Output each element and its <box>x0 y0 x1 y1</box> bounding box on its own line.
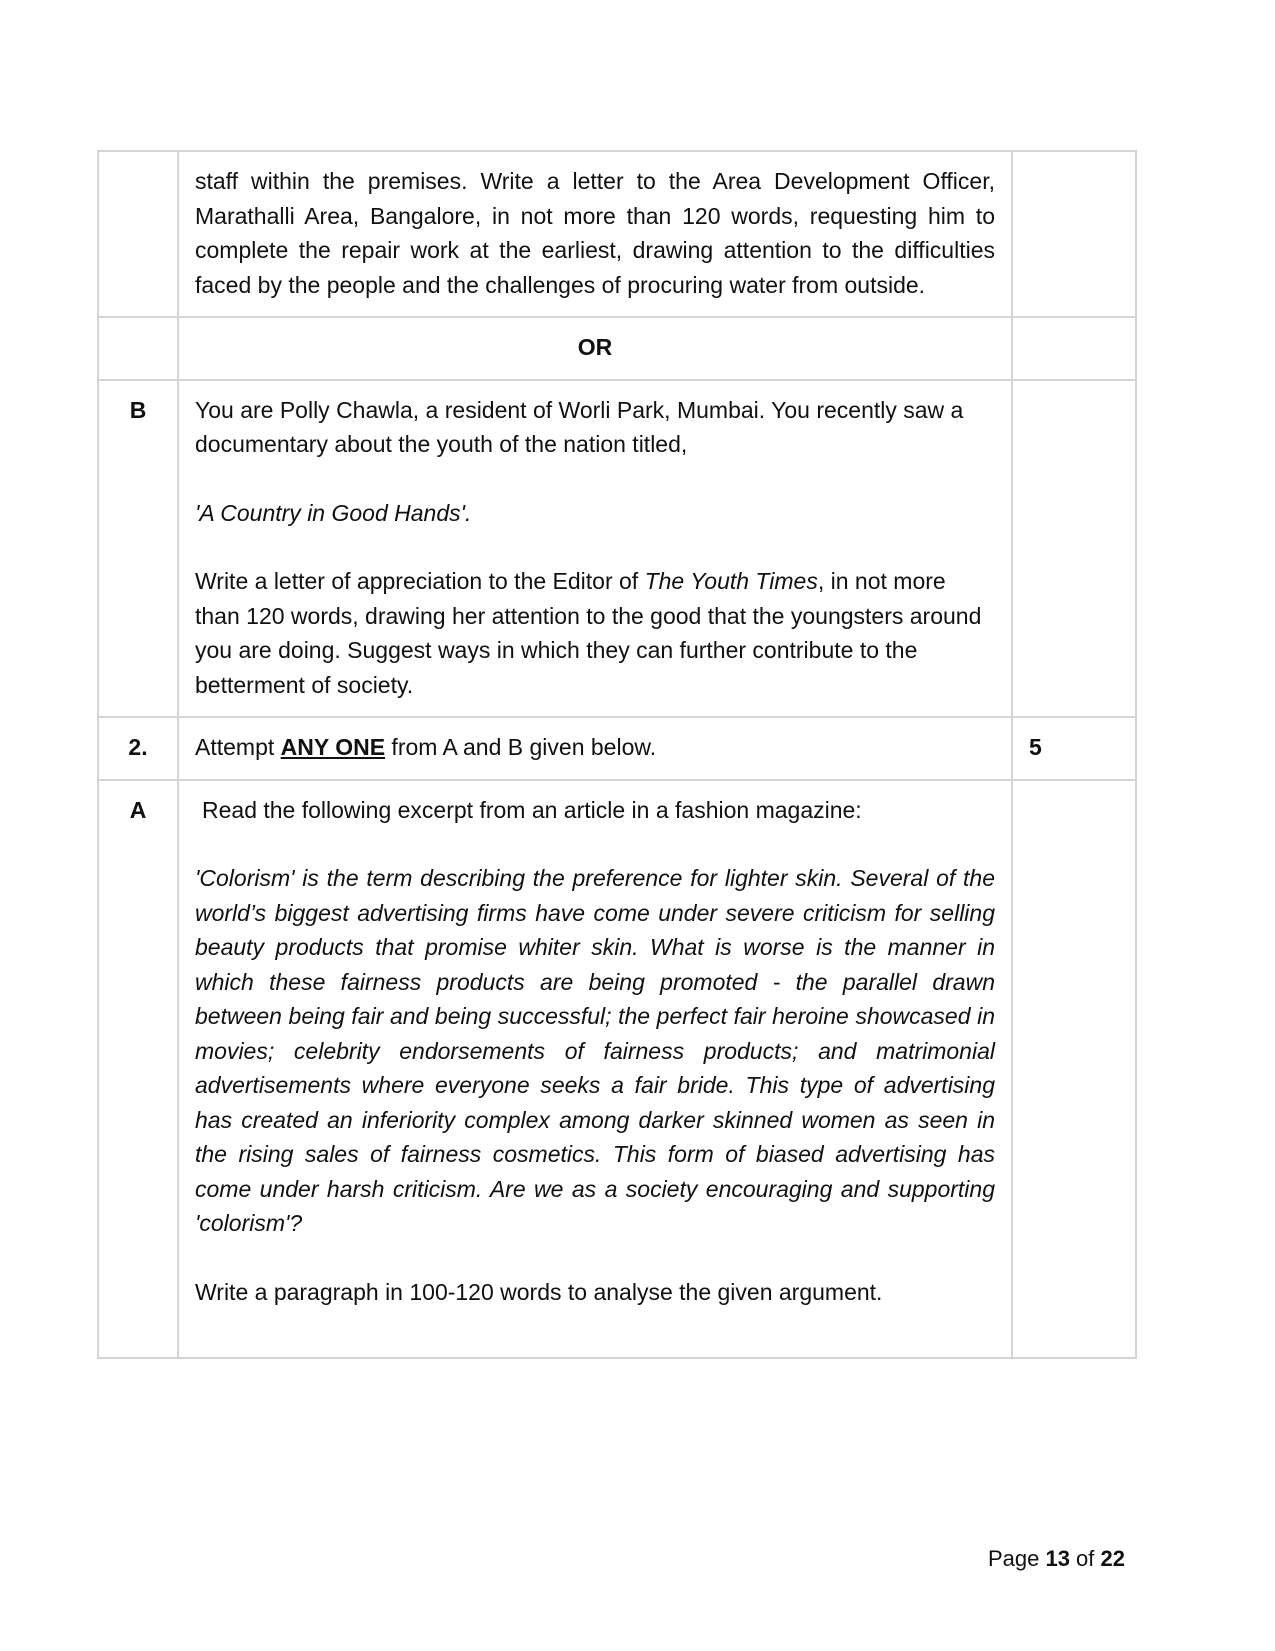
table-row-or <box>98 317 1136 380</box>
question-task <box>195 564 995 702</box>
marks-cell <box>1012 317 1136 380</box>
question-instruction <box>195 730 995 765</box>
newspaper-name: The Youth Times <box>644 568 818 594</box>
question-number-cell <box>98 317 178 380</box>
question-number-cell <box>98 151 178 317</box>
question-task: Write a paragraph in 100-120 words to analyse the given argument. <box>195 1278 883 1305</box>
table-row-q1b <box>98 380 1136 718</box>
or-separator: OR <box>577 334 613 360</box>
article-excerpt: 'Colorism' is the term describing the preference for lighter skin. Several of the world’s biggest advertising firms have come under severe criticism for selling beauty products that promise whiter skin. What is worse is the manner in which these fairness products are being promoted - the parallel drawn between being fair and being successful; the perfect fair heroine showcased in movies; celebrity endorsements of fairness products; and matrimonial advertisements where everyone seeks a fair bride. This type of advertising has created an inferiority complex among darker skinned women as seen in the rising sales of fairness cosmetics. This form of biased advertising has come under harsh criticism. Are we as a society encouraging and supporting 'colorism'? <box>195 865 995 1236</box>
marks-cell <box>1012 780 1136 1359</box>
task-suffix: , in not more than 120 words, drawing her attention to the good that the youngsters around you are doing. Suggest ways in which they can further contribute to the betterment of society. <box>195 568 982 698</box>
table-row-q2 <box>98 717 1136 780</box>
question-body-cell <box>178 317 1012 380</box>
table-row-q2a <box>98 780 1136 1359</box>
page-footer <box>988 1546 1125 1572</box>
question-label: B <box>98 380 178 718</box>
table-row-q1a-continued <box>98 151 1136 317</box>
page-word: Page <box>987 1546 1046 1571</box>
marks-cell <box>1012 380 1136 718</box>
question-marks: 5 <box>1012 717 1136 780</box>
question-body-cell <box>178 717 1012 780</box>
question-label: A <box>98 780 178 1359</box>
question-body-cell <box>178 151 1012 317</box>
question-table <box>97 150 1137 1359</box>
total-page-count: 22 <box>1100 1546 1125 1571</box>
marks-cell <box>1012 151 1136 317</box>
question-number: 2. <box>98 717 178 780</box>
instruction-prefix: Attempt <box>195 734 281 760</box>
current-page-number: 13 <box>1045 1546 1070 1571</box>
question-intro: You are Polly Chawla, a resident of Worli Park, Mumbai. You recently saw a documentary about the youth of the nation titled, <box>195 396 964 457</box>
question-body-cell <box>178 780 1012 1359</box>
question-text: staff within the premises. Write a letter to the Area Development Officer, Marathalli Area, Bangalore, in not more than 120 words, requesting him to complete the repair work at the earliest, drawing attention to the difficulties faced by the people and the challenges of procuring water from outside. <box>195 168 995 298</box>
question-intro: Read the following excerpt from an article in a fashion magazine: <box>202 796 862 823</box>
task-prefix: Write a letter of appreciation to the Editor of <box>195 568 645 594</box>
of-word: of <box>1069 1546 1101 1571</box>
question-paper-page <box>97 150 1131 1359</box>
instruction-suffix: from A and B given below. <box>385 734 657 760</box>
question-body-cell <box>178 380 1012 718</box>
instruction-emphasis: ANY ONE <box>280 734 386 760</box>
documentary-title: 'A Country in Good Hands'. <box>195 499 472 526</box>
